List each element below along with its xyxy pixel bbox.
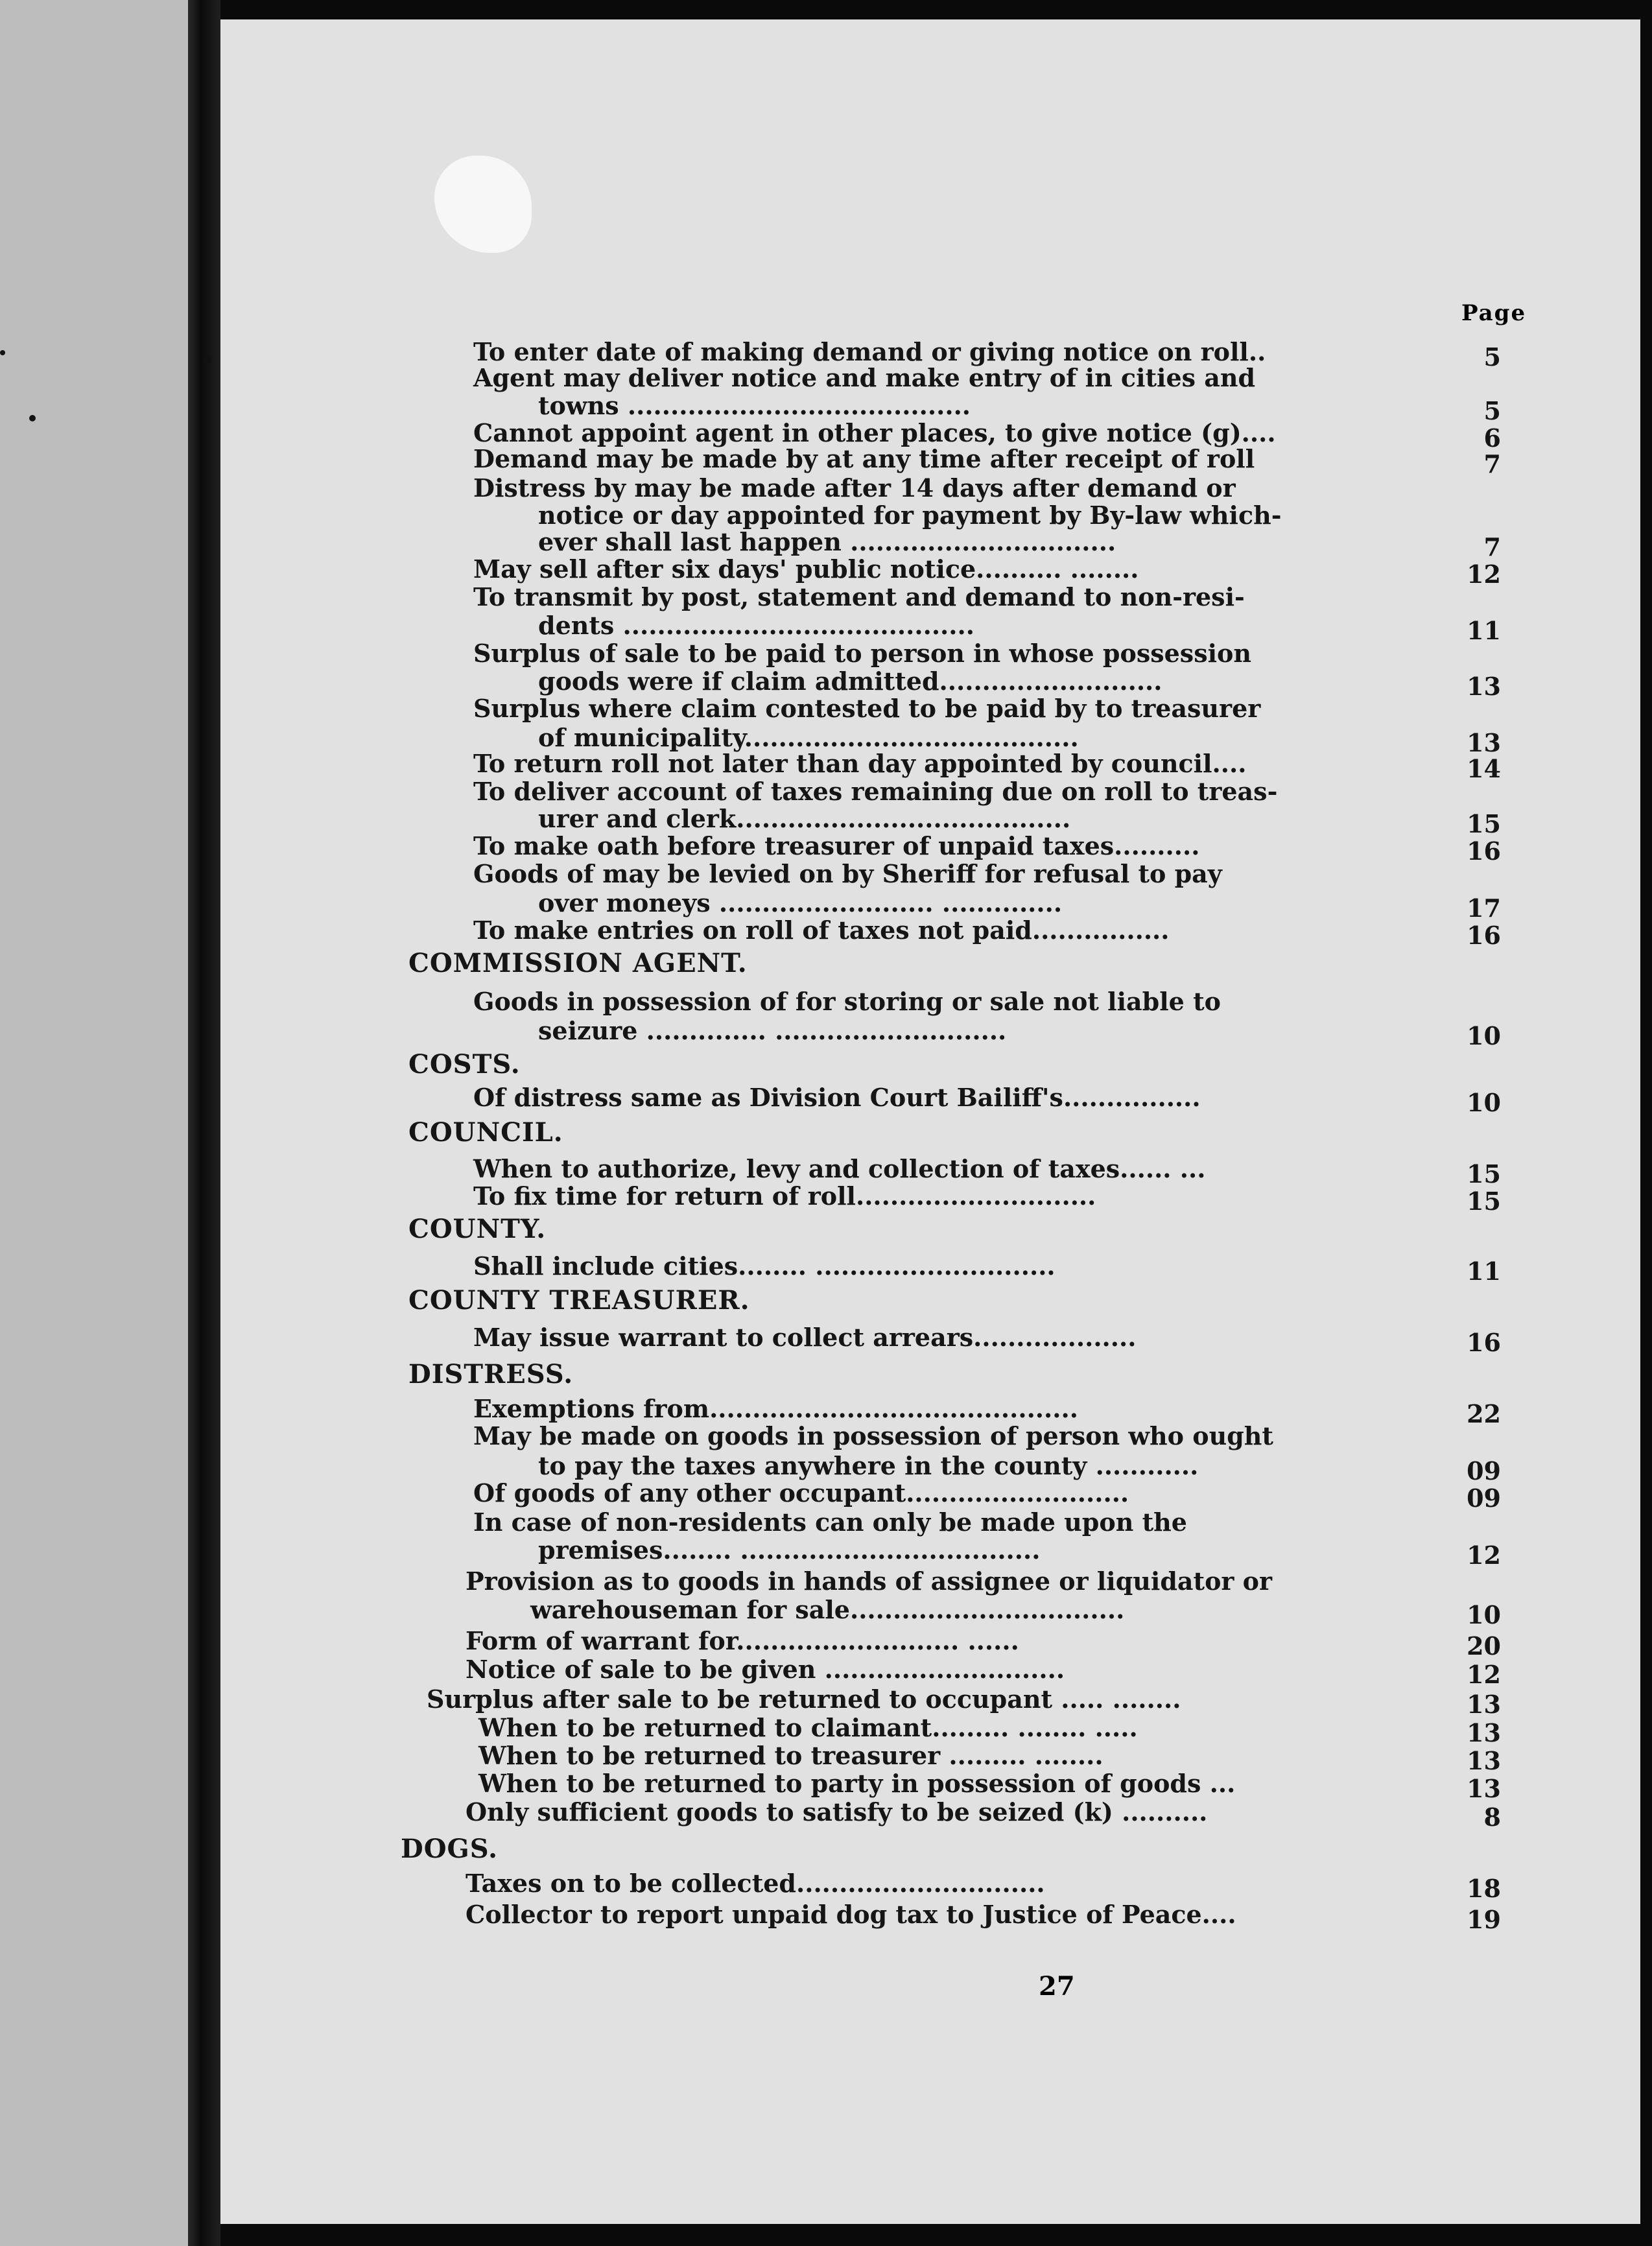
index-entry-text: When to be returned to claimant......... ........ ..... — [478, 1713, 1138, 1742]
index-entry-text: dents ......................................... — [538, 611, 974, 640]
index-entry-page-number: 17 — [1467, 893, 1501, 923]
index-entry-page-number: 15 — [1467, 809, 1501, 838]
index-entry-page-number: 14 — [1467, 754, 1501, 783]
index-heading: COSTS. — [408, 1049, 521, 1080]
index-entry-text: Of goods of any other occupant.......................... — [473, 1478, 1129, 1507]
index-entry-text: Goods of may be levied on by Sheriff for refusal to pay — [473, 859, 1222, 888]
index-entry-text: Cannot appoint agent in other places, to give notice (g).... — [473, 418, 1276, 447]
index-entry-text: Surplus where claim contested to be paid by to treasurer — [473, 694, 1261, 723]
index-entry-page-number: 7 — [1483, 449, 1501, 479]
index-entry-text: Goods in possession of for storing or sale not liable to — [473, 987, 1221, 1016]
index-entry-page-number: 11 — [1467, 1257, 1501, 1286]
index-heading: COUNTY TREASURER. — [408, 1285, 750, 1316]
index-entry-page-number: 12 — [1467, 1660, 1501, 1689]
index-entry-text: Shall include cities........ ............................ — [473, 1251, 1056, 1281]
index-entry-text: warehouseman for sale................................ — [530, 1595, 1125, 1624]
index-entry-page-number: 8 — [1483, 1803, 1501, 1832]
index-entry-page-number: 09 — [1467, 1484, 1501, 1513]
index-entry-text: Demand may be made by at any time after receipt of roll — [473, 444, 1255, 473]
book-gutter — [188, 0, 220, 2246]
index-entry-page-number: 5 — [1483, 342, 1501, 372]
index-heading: COUNTY. — [408, 1214, 547, 1244]
index-entry-page-number: 19 — [1467, 1905, 1501, 1934]
index-entry-text: In case of non-residents can only be made upon the — [473, 1507, 1187, 1537]
index-entry-text: ever shall last happen ............................... — [538, 527, 1116, 556]
index-entry-text: Surplus of sale to be paid to person in whose possession — [473, 639, 1252, 668]
ink-speck — [202, 355, 211, 364]
index-entry-page-number: 10 — [1467, 1021, 1501, 1050]
index-entry-page-number: 22 — [1467, 1399, 1501, 1428]
index-entry-text: over moneys ......................... .............. — [538, 888, 1063, 917]
index-entry-page-number: 7 — [1483, 532, 1501, 562]
index-entry-text: To enter date of making demand or giving notice on roll.. — [473, 337, 1266, 366]
index-entry-text: When to be returned to treasurer ......... ........ — [478, 1741, 1103, 1770]
index-entry-page-number: 20 — [1467, 1631, 1501, 1661]
index-entry-text: goods were if claim admitted.......................... — [538, 667, 1162, 696]
index-entry-page-number: 13 — [1467, 728, 1501, 757]
index-entry-text: seizure .............. ........................... — [538, 1016, 1007, 1045]
index-entry-text: To make entries on roll of taxes not paid................ — [473, 916, 1170, 945]
index-entry-text: to pay the taxes anywhere in the county ............ — [538, 1451, 1199, 1480]
index-entry-page-number: 6 — [1483, 423, 1501, 453]
index-entry-page-number: 13 — [1467, 1690, 1501, 1719]
index-entry-text: To fix time for return of roll............................ — [473, 1181, 1096, 1211]
index-entry-text: To deliver account of taxes remaining due on roll to treas- — [473, 777, 1278, 806]
index-entry-text: Provision as to goods in hands of assignee or liquidator or — [466, 1566, 1273, 1596]
ink-speck — [29, 415, 36, 421]
index-entry-page-number: 16 — [1467, 1328, 1501, 1357]
index-entry-text: Distress by may be made after 14 days after demand or — [473, 473, 1236, 502]
index-entry-page-number: 12 — [1467, 560, 1501, 589]
index-entry-page-number: 13 — [1467, 1774, 1501, 1803]
index-entry-page-number: 12 — [1467, 1541, 1501, 1570]
ink-speck — [0, 350, 5, 355]
index-entry-page-number: 09 — [1467, 1456, 1501, 1485]
index-entry-page-number: 18 — [1467, 1874, 1501, 1903]
index-entry-text: of municipality....................................... — [538, 723, 1079, 752]
index-entry-text: Collector to report unpaid dog tax to Justice of Peace.... — [466, 1900, 1236, 1929]
index-entry-page-number: 16 — [1467, 836, 1501, 866]
index-heading: COUNCIL. — [408, 1117, 563, 1148]
index-entry-text: When to be returned to party in possession of goods ... — [478, 1769, 1236, 1798]
index-entry-page-number: 13 — [1467, 1718, 1501, 1747]
index-entry-text: Agent may deliver notice and make entry of in cities and — [473, 363, 1256, 392]
index-entry-text: To transmit by post, statement and demand to non-resi- — [473, 582, 1245, 611]
index-entry-page-number: 15 — [1467, 1159, 1501, 1188]
facing-page — [0, 0, 188, 2246]
index-heading: COMMISSION AGENT. — [408, 948, 748, 978]
index-page — [220, 19, 1640, 2224]
index-entry-text: Exemptions from........................................... — [473, 1394, 1078, 1423]
page-column-header: Page — [1461, 300, 1527, 326]
index-entry-text: notice or day appointed for payment by By-law which- — [538, 501, 1282, 530]
index-heading: DISTRESS. — [408, 1359, 574, 1389]
index-entry-text: towns ........................................ — [538, 391, 971, 420]
index-entry-page-number: 5 — [1483, 396, 1501, 425]
index-entry-page-number: 10 — [1467, 1600, 1501, 1629]
index-entry-text: urer and clerk....................................... — [538, 804, 1071, 833]
index-entry-page-number: 13 — [1467, 1746, 1501, 1775]
index-entry-text: When to authorize, levy and collection of taxes...... ... — [473, 1154, 1206, 1183]
index-entry-text: Surplus after sale to be returned to occupant ..... ........ — [427, 1684, 1181, 1714]
index-entries — [220, 19, 1640, 2224]
index-entry-text: Only sufficient goods to satisfy to be seized (k) .......... — [466, 1797, 1208, 1826]
page-number: 27 — [1039, 1971, 1075, 2002]
index-entry-text: Taxes on to be collected............................. — [466, 1869, 1045, 1898]
index-entry-text: To return roll not later than day appointed by council.... — [473, 749, 1247, 778]
index-entry-text: May be made on goods in possession of person who ought — [473, 1421, 1273, 1450]
index-entry-text: Of distress same as Division Court Bailiff's................ — [473, 1083, 1201, 1112]
index-entry-page-number: 11 — [1467, 616, 1501, 645]
index-heading: DOGS. — [401, 1834, 499, 1864]
index-entry-text: To make oath before treasurer of unpaid taxes.......... — [473, 831, 1200, 860]
index-entry-page-number: 13 — [1467, 672, 1501, 701]
index-entry-text: May issue warrant to collect arrears................... — [473, 1323, 1137, 1352]
index-entry-page-number: 16 — [1467, 921, 1501, 950]
index-entry-page-number: 15 — [1467, 1187, 1501, 1216]
index-entry-text: May sell after six days' public notice.......... ........ — [473, 554, 1139, 584]
index-entry-text: Form of warrant for.......................... ...... — [466, 1626, 1019, 1655]
index-entry-text: premises........ ................................... — [538, 1535, 1041, 1565]
index-entry-text: Notice of sale to be given ............................ — [466, 1655, 1065, 1684]
index-entry-page-number: 10 — [1467, 1088, 1501, 1117]
